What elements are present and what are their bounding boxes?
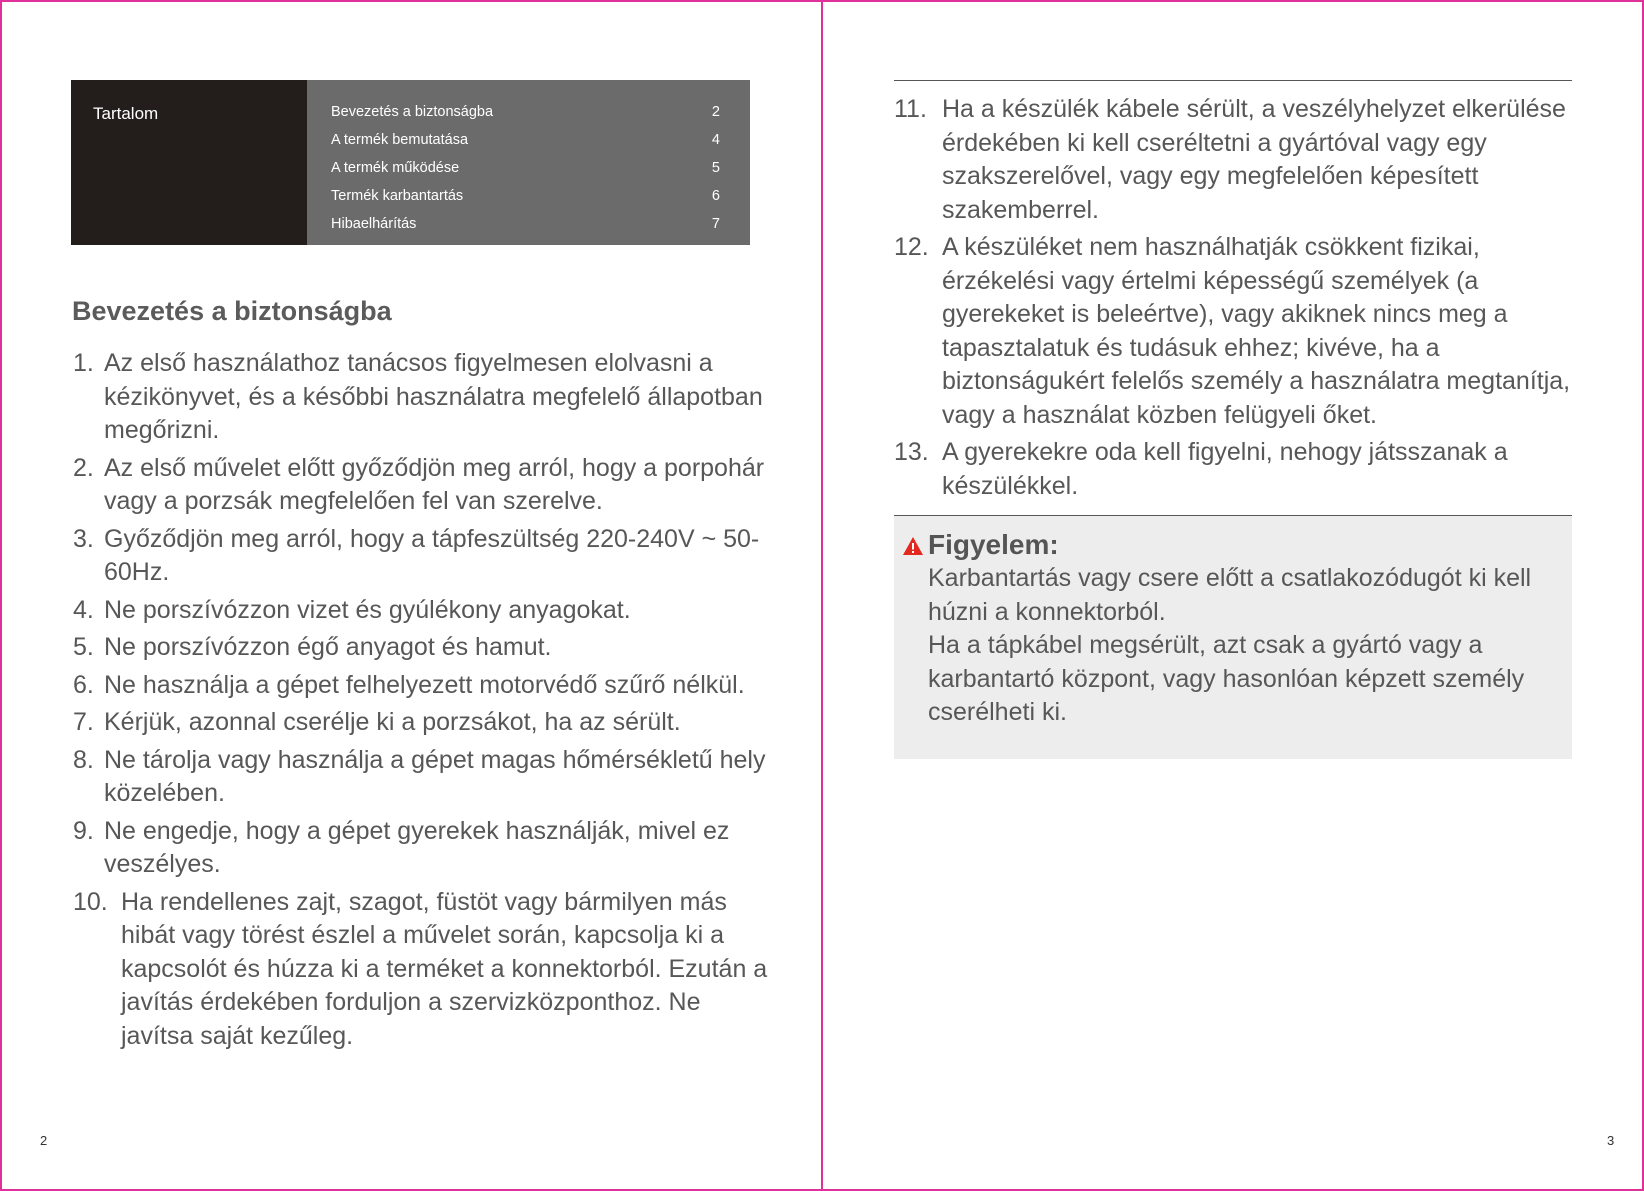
item-text: Ne használja a gépet felhelyezett motorvédő szűrő nélkül. [104,670,745,699]
list-item [894,93,1584,227]
safety-list-right [894,93,1584,507]
page-number-right: 3 [1607,1133,1615,1148]
divider-top [894,80,1572,81]
toc-title: Tartalom [71,80,307,245]
item-text: Ne tárolja vagy használja a gépet magas hőmérsékletű hely közelében. [104,745,766,807]
warning-text-2: Ha a tápkábel megsérült, azt csak a gyártó vagy a karbantartó központ, vagy hasonlóan képzett személy cserélheti ki. [928,631,1525,726]
item-number: 12. [894,233,929,261]
item-number: 9. [73,816,94,845]
item-text: A készüléket nem használhatják csökkent fizikai, érzékelési vagy értelmi képességű személyek (a gyerekeket is beleértve), vagy akiknek nincs meg a tapasztalatuk és tudásuk ehhez; kivéve, ha a biztonságukért felelős személy a használatra megtanítja, vagy a használat közben felügyeli őket. [942,233,1571,429]
toc-entry[interactable] [331,154,720,182]
item-text: Az első használathoz tanácsos figyelmesen elolvasni a kézikönyvet, és a későbbi használatra megfelelő állapotban megőrizni. [104,349,763,444]
toc-entry[interactable] [331,126,720,154]
item-text: Ne porszívózzon égő anyagot és hamut. [104,633,552,661]
item-number: 7. [73,708,94,736]
item-number: 6. [73,670,94,699]
toc-entry-label: A termék bemutatása [331,132,469,148]
item-text: A gyerekekre oda kell figyelni, nehogy játsszanak a készülékkel. [942,438,1508,500]
item-text: Győződjön meg arról, hogy a tápfeszültség 220-240V ~ 50-60Hz. [104,524,760,586]
toc-entry[interactable] [331,210,720,238]
toc-entry-label: Hibaelhárítás [331,216,417,232]
toc-entry-label: A termék működése [331,160,460,176]
list-item [73,815,773,882]
toc-list [307,80,750,245]
item-text: Ne engedje, hogy a gépet gyerekek használják, mivel ez veszélyes. [104,816,730,878]
item-number: 2. [73,453,94,482]
list-item [73,594,773,628]
section-title: Bevezetés a biztonságba [72,296,392,326]
item-number: 5. [73,633,94,661]
item-number: 13. [894,438,929,466]
safety-list-left [73,347,773,1057]
toc-entry-page: 5 [711,160,720,176]
warning-text-1: Karbantartás vagy csere előtt a csatlakozódugót ki kell húzni a konnektorból. [928,564,1532,626]
list-item [73,523,773,590]
item-number: 1. [73,349,94,377]
item-text: Ha a készülék kábele sérült, a veszélyhelyzet elkerülése érdekében ki kell cseréltetni a gyártóval vagy egy szakszerelővel, vagy egy megfelelően képesített szakemberrel. [942,95,1566,224]
warning-heading: Figyelem: [928,529,1059,560]
list-item [73,347,773,448]
list-item [73,452,773,519]
item-number: 10. [73,887,108,916]
item-number: 3. [73,524,94,553]
toc-entry[interactable] [331,182,720,210]
toc-entry[interactable] [331,98,720,126]
item-number: 8. [73,745,94,774]
warning-box [894,516,1572,759]
list-item [73,744,773,811]
item-text: Kérjük, azonnal cserélje ki a porzsákot, ha az sérült. [104,708,681,736]
item-number: 4. [73,595,94,624]
list-item [73,669,773,703]
item-text: Az első művelet előtt győződjön meg arról, hogy a porpohár vagy a porzsák megfelelően fel van szerelve. [104,453,765,515]
toc-entry-page: 7 [711,216,720,232]
list-item [894,231,1584,432]
toc-entry-label: Termék karbantartás [331,188,464,204]
list-item [73,886,773,1054]
page-number-left: 2 [40,1133,48,1148]
warning-triangle-icon [902,536,924,556]
toc-entry-page: 6 [711,188,720,204]
item-text: Ha rendellenes zajt, szagot, füstöt vagy bármilyen más hibát vagy törést észlel a művelet során, kapcsolja ki a kapcsolót és húzza ki a terméket a konnektorból. Ezután a javítás érdekében forduljon a szervizközponthoz. Ne javítsa saját kezűleg. [121,887,768,1050]
toc-entry-label: Bevezetés a biztonságba [331,104,494,120]
toc-entry-page: 2 [711,104,720,120]
list-item [894,436,1584,503]
item-text: Ne porszívózzon vizet és gyúlékony anyagokat. [104,595,631,624]
toc-entry-page: 4 [711,132,720,148]
table-of-contents [71,80,750,245]
list-item [73,706,773,740]
item-number: 11. [894,95,927,123]
list-item [73,631,773,665]
